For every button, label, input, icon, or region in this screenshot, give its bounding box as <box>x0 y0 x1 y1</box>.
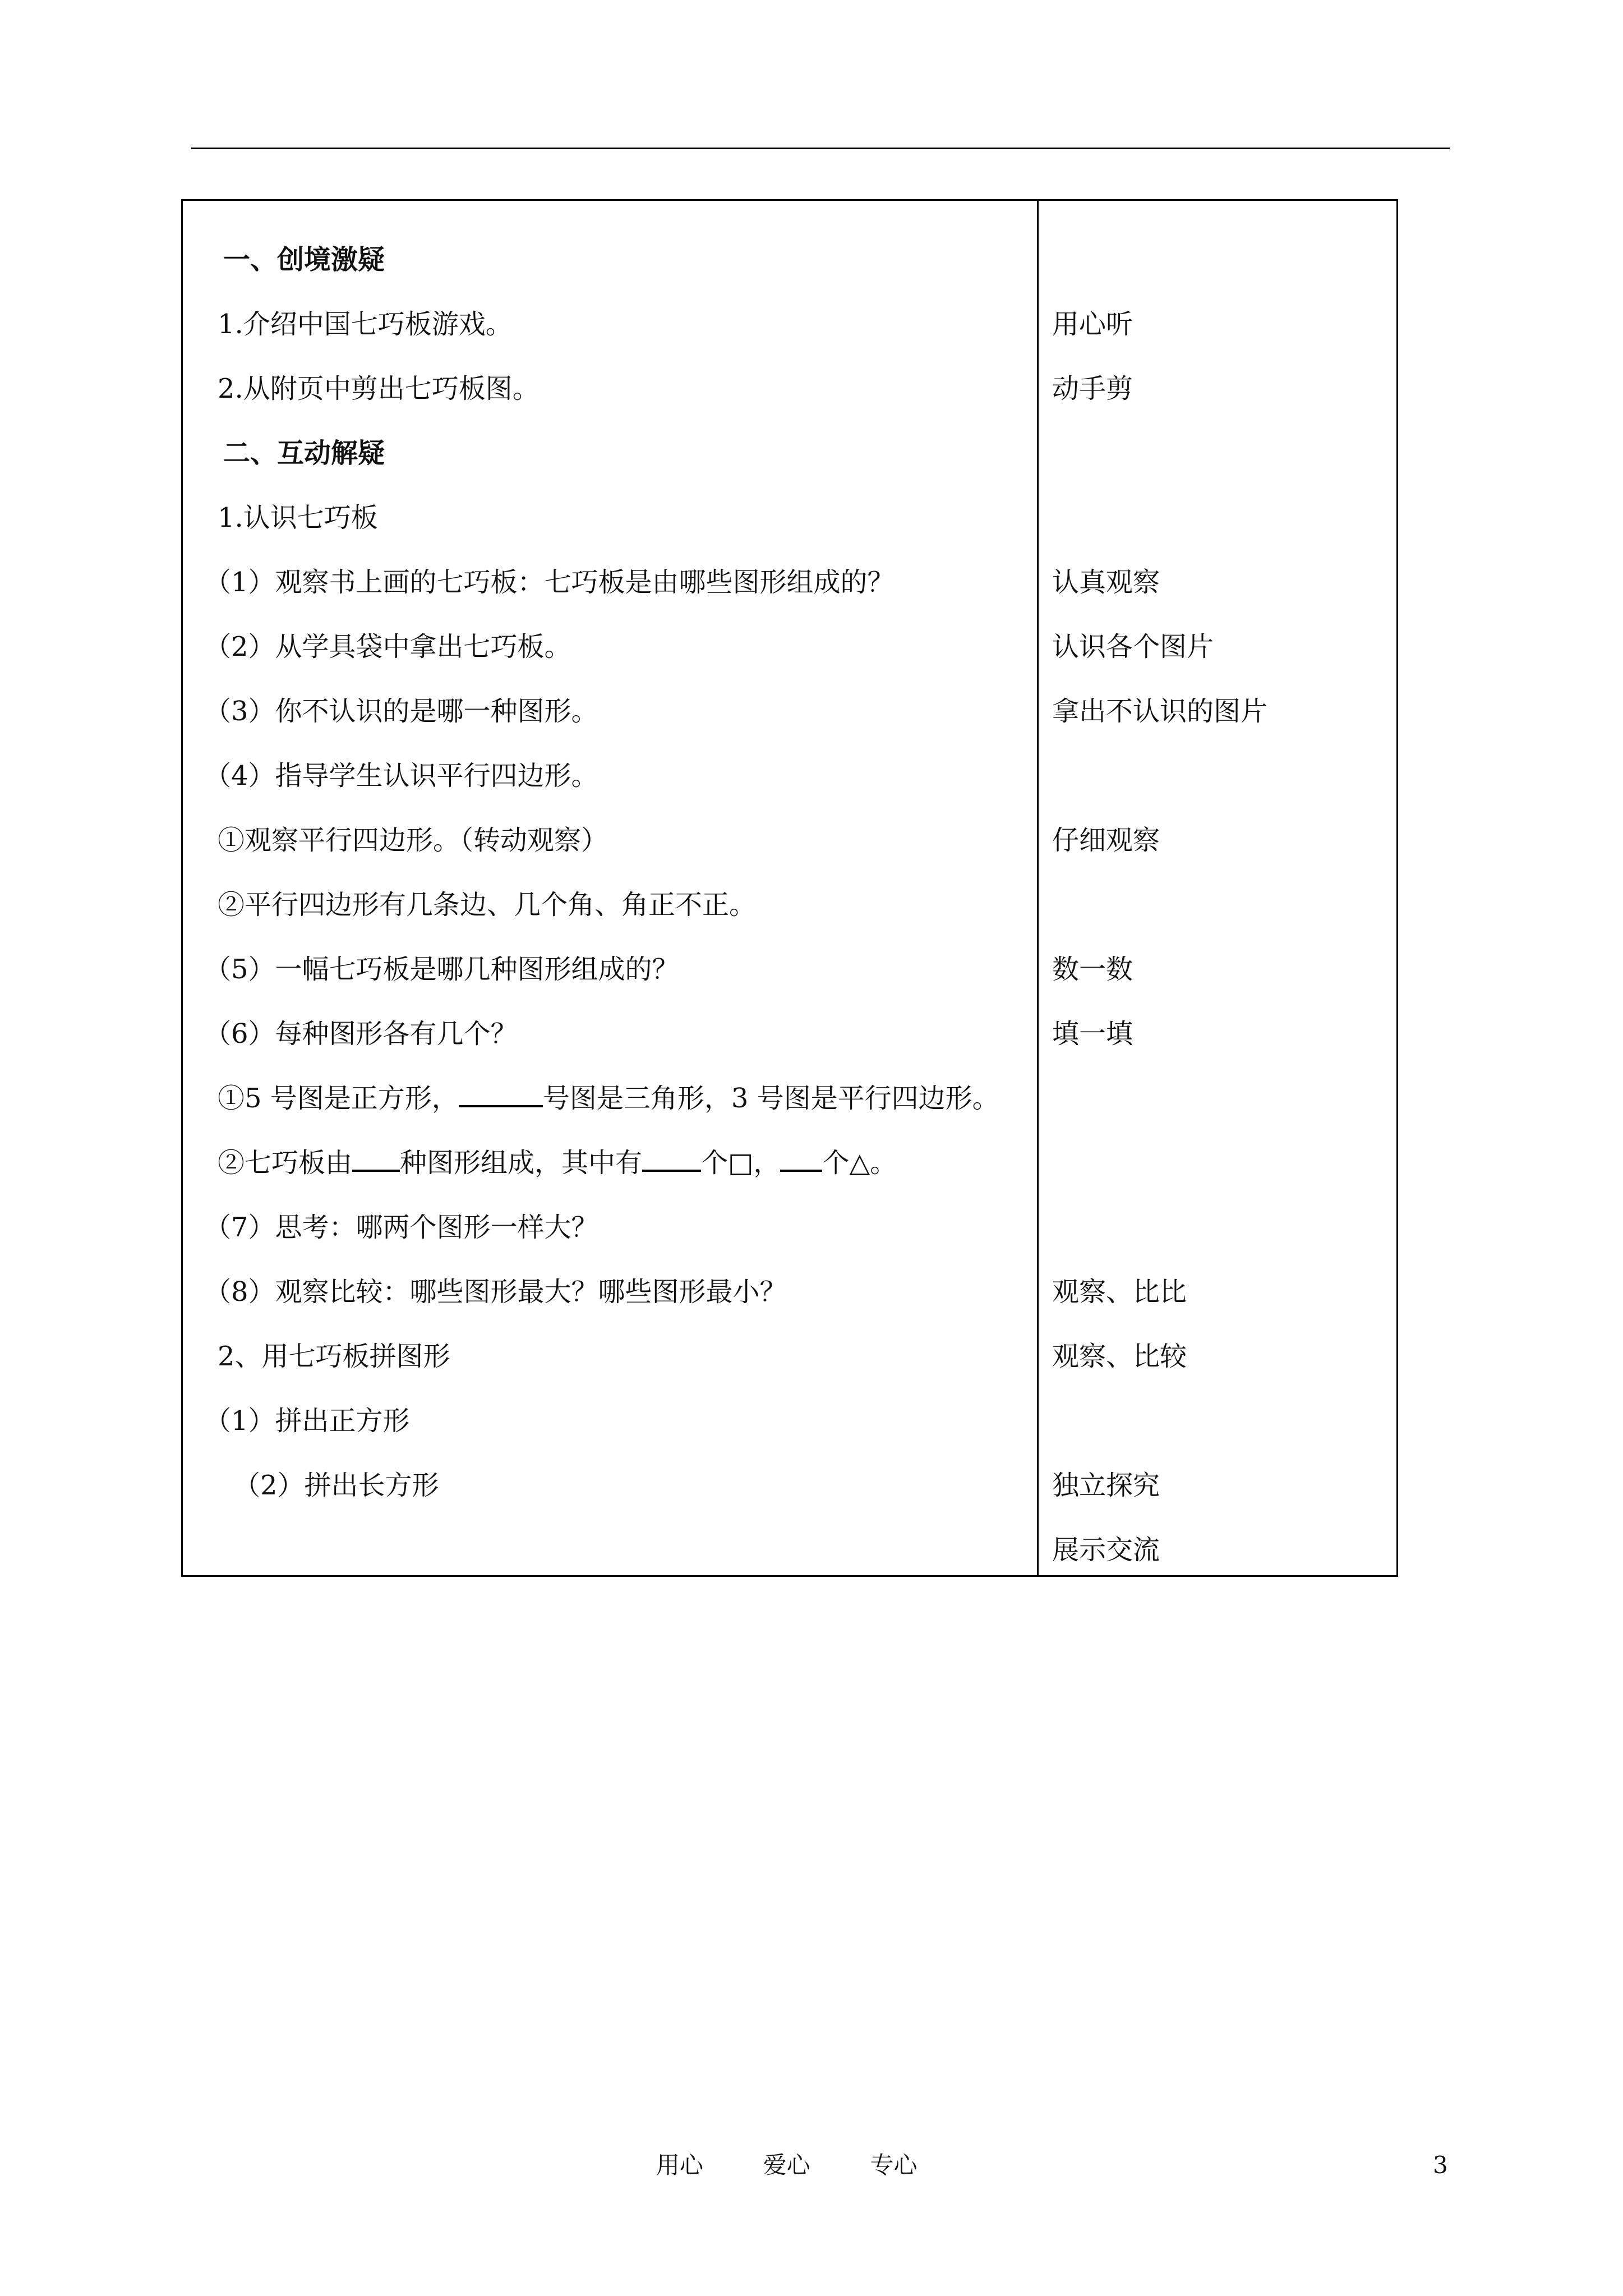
student-empty-line <box>1052 873 1389 937</box>
lesson-table <box>181 199 1398 1577</box>
student-activity: 观察、比较 <box>1052 1341 1187 1372</box>
student-activity: 动手剪 <box>1052 373 1133 404</box>
activity-line: 1.介绍中国七巧板游戏。 <box>218 309 513 340</box>
sub-question-line: ②平行四边形有几条边、几个角、角正不正。 <box>218 889 757 921</box>
student-activity: 数一数 <box>1052 954 1133 985</box>
question-line: （1）观察书上画的七巧板：七巧板是由哪些图形组成的？ <box>204 567 895 598</box>
question-line: （6）每种图形各有几个？ <box>204 1018 518 1050</box>
fill-blank <box>352 1136 400 1172</box>
question-line: （3）你不认识的是哪一种图形。 <box>204 696 598 727</box>
student-activity: 用心听 <box>1052 309 1133 340</box>
student-activity: 认识各个图片 <box>1052 631 1214 662</box>
question-line: （7）思考：哪两个图形一样大？ <box>204 1212 598 1243</box>
student-activity: 填一填 <box>1052 1018 1133 1050</box>
student-empty-line <box>1052 1066 1389 1131</box>
student-activity: 仔细观察 <box>1052 825 1160 856</box>
fill-in-text: ②七巧板由 <box>218 1147 353 1179</box>
student-empty-line <box>1052 744 1389 808</box>
section-title-1: 一、创境激疑 <box>223 244 385 275</box>
page-footer <box>0 2148 1623 2182</box>
question-line: （5）一幅七巧板是哪几种图形组成的？ <box>204 954 679 985</box>
page-number: 3 <box>1433 2151 1448 2179</box>
column-divider <box>1037 201 1039 1575</box>
activity-line: 2、用七巧板拼图形 <box>218 1341 450 1372</box>
header-rule <box>191 148 1450 149</box>
student-empty-line <box>1052 486 1389 550</box>
student-activity: 观察、比比 <box>1052 1276 1187 1308</box>
fill-blank <box>459 1071 543 1107</box>
fill-in-line-2 <box>183 1131 1035 1195</box>
activity-line: 2.从附页中剪出七巧板图。 <box>218 373 540 404</box>
question-line: （2）拼出长方形 <box>233 1470 439 1501</box>
student-activity-column <box>1052 228 1389 1582</box>
student-activity: 独立探究 <box>1052 1470 1160 1501</box>
fill-in-text: ①5 号图是正方形， <box>218 1083 459 1114</box>
fill-in-line-1 <box>183 1066 1035 1131</box>
student-activity: 拿出不认识的图片 <box>1052 696 1268 727</box>
question-line: （1）拼出正方形 <box>204 1405 410 1437</box>
section-title-2: 二、互动解疑 <box>223 438 385 469</box>
fill-in-text: 个△。 <box>822 1147 897 1179</box>
student-empty-line <box>1052 1195 1389 1260</box>
student-activity: 展示交流 <box>1052 1534 1160 1566</box>
fill-in-text: 号图是三角形，3 号图是平行四边形。 <box>542 1083 999 1114</box>
teacher-activity-column <box>183 228 1035 1518</box>
student-empty-line <box>1052 228 1389 292</box>
fill-blank <box>780 1136 822 1172</box>
fill-in-text: 个□， <box>701 1147 781 1179</box>
student-empty-line <box>1052 1131 1389 1195</box>
footer-motto: 用心 爱心 专心 <box>656 2151 917 2179</box>
activity-line: 1.认识七巧板 <box>218 502 378 533</box>
fill-in-text: 种图形组成，其中有 <box>400 1147 643 1179</box>
student-activity: 认真观察 <box>1052 567 1160 598</box>
question-line: （4）指导学生认识平行四边形。 <box>204 760 598 792</box>
student-empty-line <box>1052 1389 1389 1453</box>
question-line: （2）从学具袋中拿出七巧板。 <box>204 631 571 662</box>
student-empty-line <box>1052 421 1389 486</box>
fill-blank <box>642 1136 701 1172</box>
sub-question-line: ①观察平行四边形。（转动观察） <box>218 825 608 856</box>
question-line: （8）观察比较：哪些图形最大？哪些图形最小？ <box>204 1276 787 1308</box>
